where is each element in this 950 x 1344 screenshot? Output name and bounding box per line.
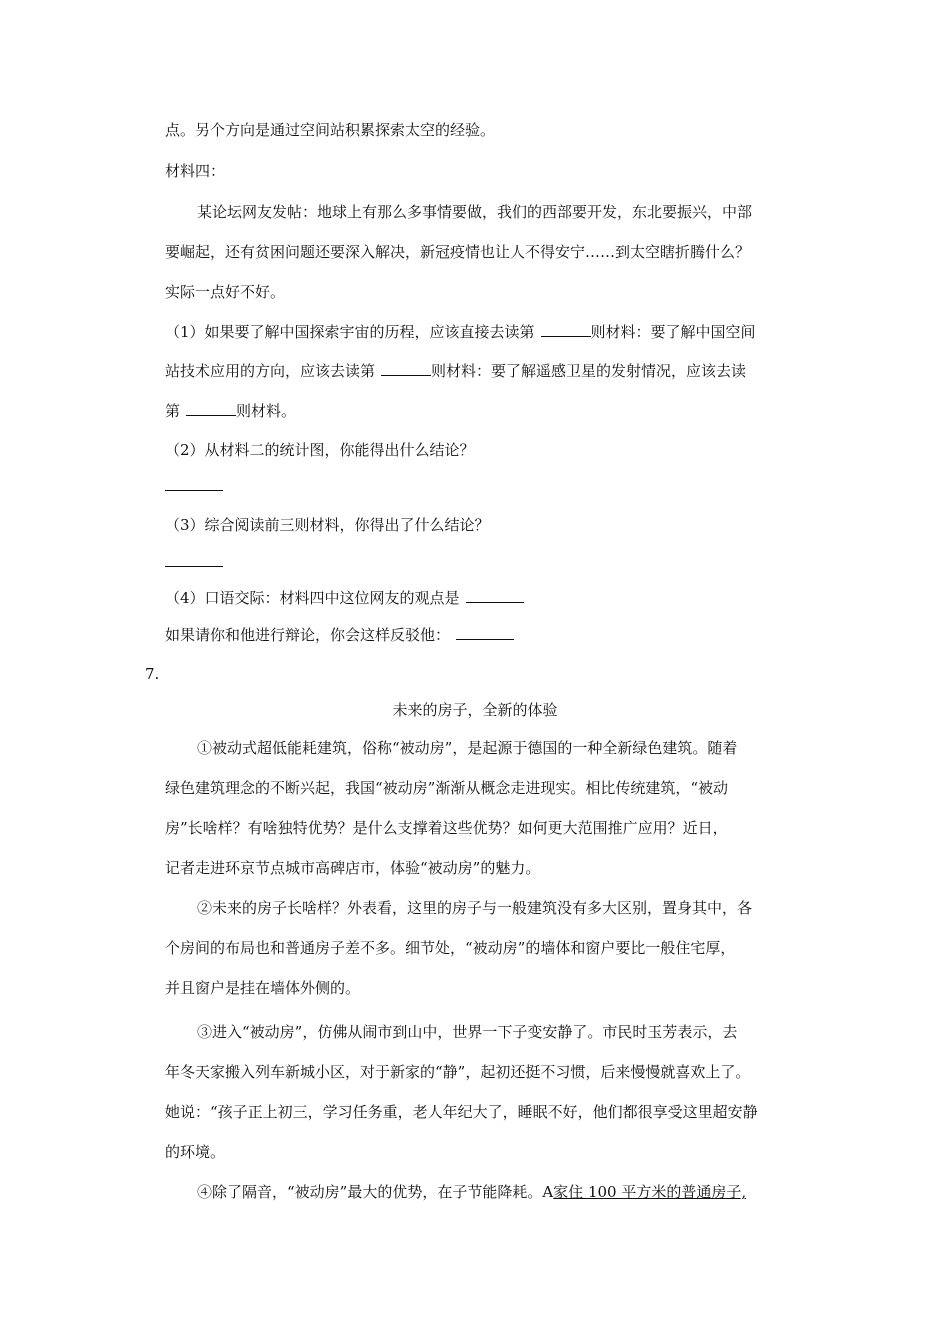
answer-blank-q3[interactable] — [165, 565, 223, 567]
p3-line-3: 她说：“孩子正上初三，学习任务重，老人年纪大了，睡眠不好，他们都很享受这里超安静 — [165, 1103, 758, 1121]
article-title: 未来的房子，全新的体验 — [392, 701, 558, 719]
answer-blank-3[interactable] — [186, 401, 236, 416]
p1-line-1: ①被动式超低能耗建筑，俗称“被动房”，是起源于德国的一种全新绿色建筑。随着 — [197, 739, 738, 757]
question-4-text-a: （4）口语交际：材料四中这位网友的观点是 — [165, 589, 460, 607]
question-1-text-b: 则材料：要了解中国空间 — [590, 323, 756, 341]
p3-line-2: 年冬天家搬入列车新城小区，对于新家的“静”，起初还挺不习惯，后来慢慢就喜欢上了。 — [165, 1063, 751, 1081]
question-1-text-f: 则材料。 — [236, 402, 297, 420]
answer-blank-q4a[interactable] — [466, 588, 524, 603]
question-4-line-1 — [165, 588, 524, 608]
question-1-text-a: （1）如果要了解中国探索宇宙的历程，应该直接去读第 — [165, 323, 535, 341]
question-4-line-2 — [165, 625, 514, 645]
answer-blank-1[interactable] — [541, 322, 591, 337]
question-4-text-b: 如果请你和他进行辩论，你会这样反驳他： — [165, 626, 451, 644]
question-3: （3）综合阅读前三则材料，你得出了什么结论？ — [165, 516, 490, 534]
material4-line-2: 要崛起，还有贫困问题还要深入解决，新冠疫情也让人不得安宁……到太空瞎折腾什么？ — [165, 243, 751, 261]
question-1-text-c: 站技术应用的方向，应该去读第 — [165, 362, 376, 380]
answer-blank-q4b[interactable] — [456, 625, 514, 640]
p2-line-1: ②未来的房子长啥样？外表看，这里的房子与一般建筑没有多大区别，置身其中，各 — [197, 899, 753, 917]
question-1-line-1 — [165, 322, 756, 342]
p3-line-1: ③进入“被动房”，仿佛从闹市到山中，世界一下子变安静了。市民时玉芳表示，去 — [197, 1023, 738, 1041]
answer-blank-q2[interactable] — [165, 489, 223, 491]
material4-line-1: 某论坛网友发帖：地球上有那么多事情要做，我们的西部要开发，东北要振兴，中部 — [197, 203, 753, 221]
question-2: （2）从材料二的统计图，你能得出什么结论？ — [165, 441, 475, 459]
question-1-line-3 — [165, 401, 296, 421]
p4-line-1 — [197, 1182, 746, 1202]
question-1-line-2 — [165, 361, 746, 381]
material3-tail: 点。另个方向是通过空间站积累探索太空的经验。 — [165, 121, 496, 139]
p1-line-3: 房”长啥样？有啥独特优势？是什么支撑着这些优势？如何更大范围推广应用？近日， — [165, 819, 728, 837]
p3-line-4: 的环境。 — [165, 1143, 226, 1161]
p2-line-3: 并且窗户是挂在墙体外侧的。 — [165, 979, 361, 997]
p2-line-2: 个房间的布局也和普通房子差不多。细节处，“被动房”的墙体和窗户要比一般住宅厚， — [165, 939, 736, 957]
answer-blank-2[interactable] — [381, 361, 431, 376]
p1-line-2: 绿色建筑理念的不断兴起，我国“被动房”渐渐从概念走进现实。相比传统建筑，“被动 — [165, 779, 729, 797]
question-number-7: 7. — [145, 665, 160, 683]
material4-line-3: 实际一点好不好。 — [165, 283, 286, 301]
p4-underlined-text: 家住 100 平方米的普通房子, — [553, 1183, 747, 1201]
p1-line-4: 记者走进环京节点城市高碑店市，体验“被动房”的魅力。 — [165, 859, 541, 877]
p4-text: ④除了隔音，“被动房”最大的优势，在子节能降耗。A — [197, 1183, 554, 1201]
question-1-text-e: 第 — [165, 402, 181, 420]
question-1-text-d: 则材料：要了解遥感卫星的发射情况，应该去读 — [431, 362, 747, 380]
material4-label: 材料四： — [165, 162, 226, 180]
